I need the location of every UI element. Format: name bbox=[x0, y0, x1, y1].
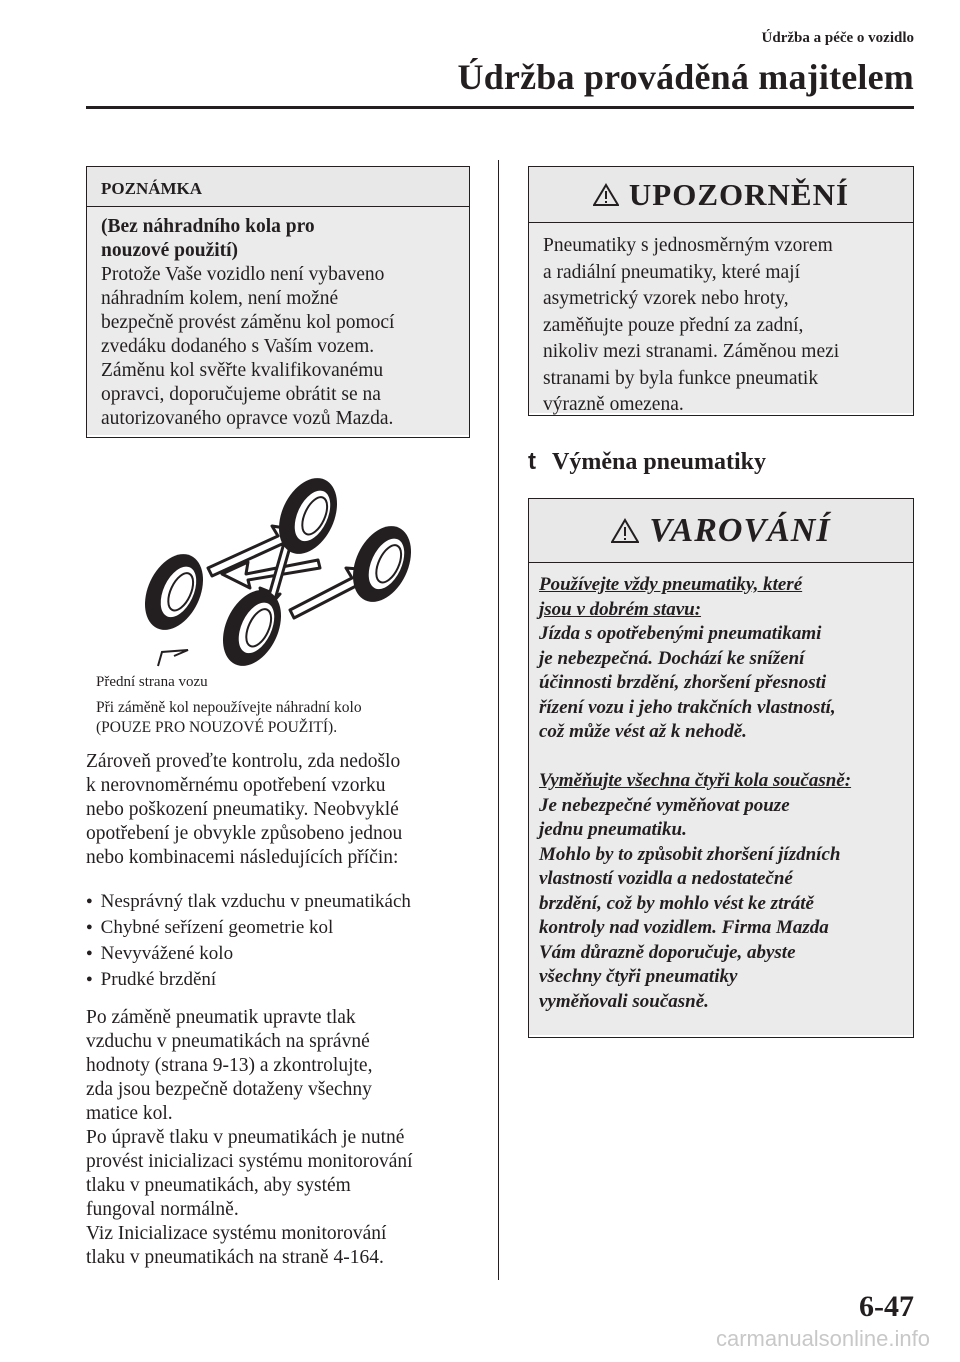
warning-line: jednu pneumatiku. bbox=[539, 819, 687, 840]
note-heading-line: (Bez náhradního kola pro bbox=[101, 216, 315, 237]
text-line: tlaku v pneumatikách na straně 4-164. bbox=[86, 1247, 384, 1268]
warning-line: Jízda s opotřebenými pneumatikami bbox=[539, 623, 822, 644]
note-line: autorizovaného opravce vozů Mazda. bbox=[101, 408, 394, 429]
column-divider bbox=[498, 160, 499, 1280]
warning-line: což může vést až k nehodě. bbox=[539, 721, 747, 742]
caution-line: stranami by byla funkce pneumatik bbox=[543, 367, 819, 389]
note-line: zvedáku dodaného s Vaším vozem. bbox=[101, 336, 375, 357]
caution-line: Pneumatiky s jednosměrným vzorem bbox=[543, 235, 833, 256]
text-line: provést inicializaci systému monitorování bbox=[86, 1151, 413, 1172]
tire-icon bbox=[134, 545, 215, 639]
text-line: k nerovnoměrnému opotřebení vzorku bbox=[86, 775, 386, 796]
tire-icon bbox=[342, 517, 423, 611]
caution-line: výrazně omezena. bbox=[543, 394, 684, 415]
note-box bbox=[86, 166, 470, 438]
note-line: náhradním kolem, není možné bbox=[101, 288, 339, 309]
warning-triangle-icon bbox=[593, 183, 619, 207]
page-number: 6-47 bbox=[859, 1290, 914, 1323]
list-item: ● Nevyvážené kolo bbox=[86, 942, 411, 968]
warning-label: VAROVÁNÍ bbox=[649, 511, 831, 549]
warning-line: Mohlo by to způsobit zhoršení jízdních bbox=[539, 843, 841, 865]
caution-body bbox=[529, 223, 913, 413]
caution-line: a radiální pneumatiky, které mají bbox=[543, 261, 801, 283]
tire-icon bbox=[268, 470, 349, 563]
list-item: ● Prudké brzdění bbox=[86, 968, 411, 994]
warning-heading-line: Vyměňujte všechna čtyři kola současně: bbox=[539, 770, 852, 791]
warning-box bbox=[528, 498, 914, 1038]
text-line: tlaku v pneumatikách, aby systém bbox=[86, 1175, 351, 1196]
warning-line: je nebezpečná. Dochází ke snížení bbox=[539, 647, 805, 669]
note-label: POZNÁMKA bbox=[87, 167, 469, 207]
text-line: nebo kombinacemi následujících příčin: bbox=[86, 847, 399, 868]
section-bullet: t bbox=[528, 448, 536, 475]
paragraph-pressure-adjust bbox=[86, 1006, 413, 1270]
caution-line: nikoliv mezi stranami. Záměnou mezi bbox=[543, 341, 840, 362]
caption-line: (POUZE PRO NOUZOVÉ POUŽITÍ). bbox=[96, 719, 338, 736]
warning-line: účinnosti brzdění, zhoršení přesnosti bbox=[539, 672, 827, 693]
note-line: Protože Vaše vozidlo není vybaveno bbox=[101, 264, 385, 285]
warning-line: řízení vozu i jeho trakčních vlastností, bbox=[539, 696, 836, 718]
page-title: Údržba prováděná majitelem bbox=[457, 57, 914, 97]
watermark: carmanualsonline.info bbox=[715, 1326, 930, 1351]
front-pointer-icon bbox=[158, 650, 188, 666]
list-item: ● Chybné seřízení geometrie kol bbox=[86, 916, 411, 942]
section-title bbox=[528, 448, 766, 476]
warning-line: Je nebezpečné vyměňovat pouze bbox=[539, 794, 790, 816]
caution-box bbox=[528, 166, 914, 416]
section-title-text: Výměna pneumatiky bbox=[552, 449, 767, 475]
text-line: vzduchu v pneumatikách na správné bbox=[86, 1031, 370, 1052]
front-label: Přední strana vozu bbox=[96, 674, 208, 690]
tire-rotation-diagram bbox=[130, 470, 450, 670]
text-line: matice kol. bbox=[86, 1103, 173, 1124]
causes-list bbox=[86, 890, 411, 994]
warning-line: vlastností vozidla a nedostatečné bbox=[539, 868, 793, 889]
paragraph-wear-check bbox=[86, 750, 402, 870]
text-line: hodnoty (strana 9-13) a zkontrolujte, bbox=[86, 1055, 373, 1076]
diagram-caption bbox=[96, 698, 362, 738]
text-line: Po úpravě tlaku v pneumatikách je nutné bbox=[86, 1127, 405, 1148]
warning-line: kontroly nad vozidlem. Firma Mazda bbox=[539, 917, 829, 938]
text-line: zda jsou bezpečně dotaženy všechny bbox=[86, 1079, 372, 1100]
caution-line: asymetrický vzorek nebo hroty, bbox=[543, 288, 789, 309]
text-line: fungoval normálně. bbox=[86, 1199, 239, 1220]
note-heading-line: nouzové použití) bbox=[101, 240, 239, 261]
text-line: opotřebení je obvykle způsobeno jednou bbox=[86, 823, 403, 844]
text-line: Po záměně pneumatik upravte tlak bbox=[86, 1007, 356, 1028]
warning-header bbox=[529, 499, 913, 563]
note-line: bezpečně provést záměnu kol pomocí bbox=[101, 312, 395, 333]
warning-body bbox=[529, 563, 913, 1035]
warning-line: všechny čtyři pneumatiky bbox=[539, 966, 738, 987]
caution-line: zaměňujte pouze přední za zadní, bbox=[543, 314, 804, 336]
warning-line: vyměňovali současně. bbox=[539, 990, 709, 1012]
caution-header bbox=[529, 167, 913, 223]
text-line: Viz Inicializace systému monitorování bbox=[86, 1223, 387, 1244]
caution-label: UPOZORNĚNÍ bbox=[628, 176, 850, 212]
warning-line: Vám důrazně doporučuje, abyste bbox=[539, 941, 796, 963]
header-subtitle: Údržba a péče o vozidlo bbox=[761, 30, 914, 46]
header-rule bbox=[86, 106, 914, 109]
note-line: opravci, doporučujeme obrátit se na bbox=[101, 384, 381, 405]
spacer bbox=[539, 745, 913, 770]
note-line: Záměnu kol svěřte kvalifikovanému bbox=[101, 360, 384, 381]
text-line: nebo poškození pneumatiky. Neobvyklé bbox=[86, 799, 399, 820]
warning-triangle-icon bbox=[611, 518, 639, 544]
text-line: Zároveň proveďte kontrolu, zda nedošlo bbox=[86, 751, 401, 772]
list-item: ● Nesprávný tlak vzduchu v pneumatikách bbox=[86, 890, 411, 916]
note-body bbox=[87, 207, 469, 435]
warning-heading-line: jsou v dobrém stavu: bbox=[539, 598, 702, 620]
warning-line: brzdění, což by mohlo vést ke ztrátě bbox=[539, 892, 814, 914]
caption-line: Při záměně kol nepoužívejte náhradní kolo bbox=[96, 699, 362, 716]
warning-heading-line: Používejte vždy pneumatiky, které bbox=[539, 574, 803, 595]
